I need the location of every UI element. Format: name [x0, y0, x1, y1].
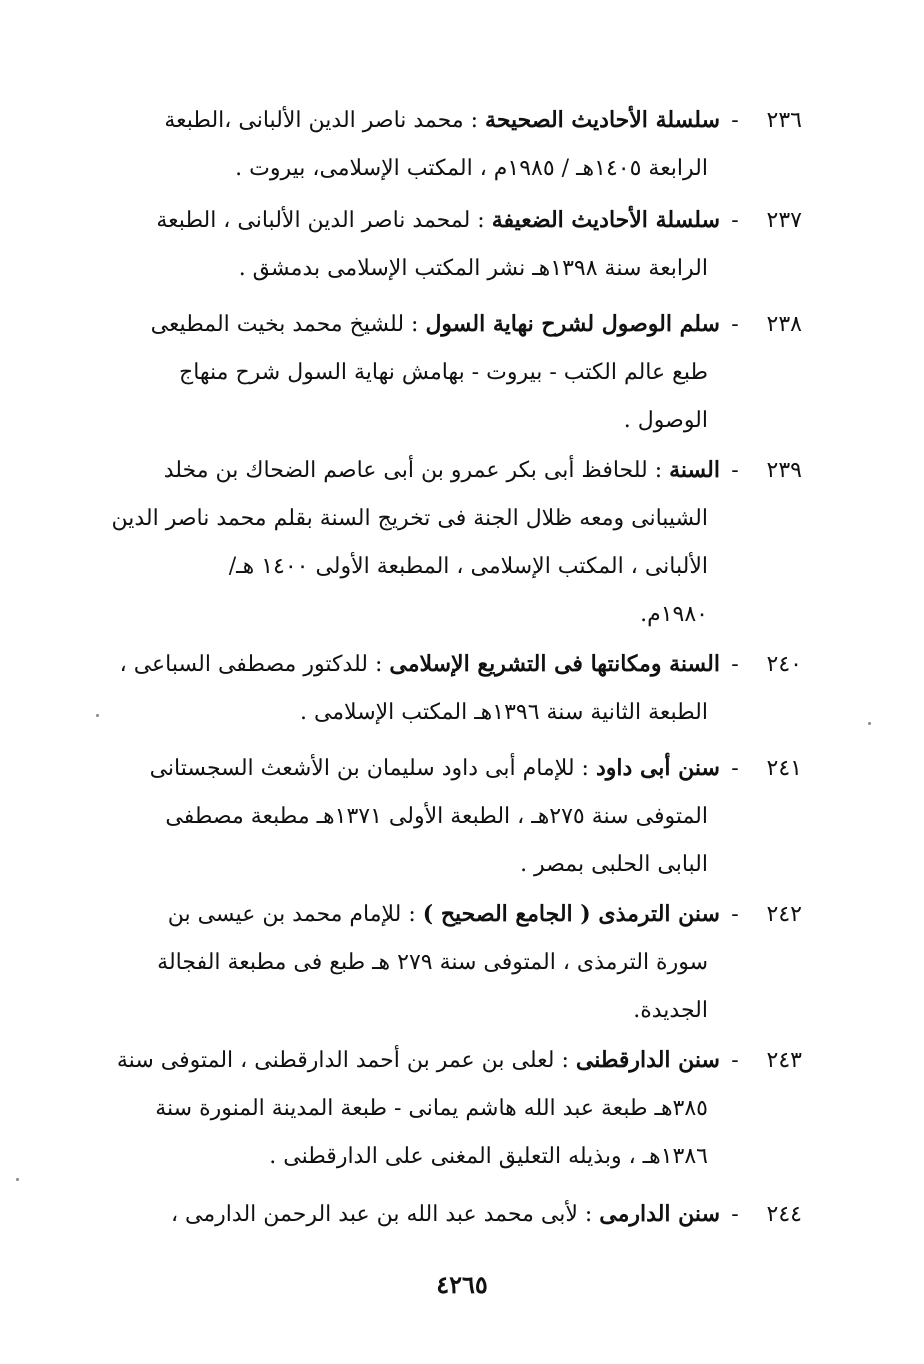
entry-number: ٢٤١	[766, 756, 802, 781]
scan-speck	[96, 714, 99, 717]
entry-first-line	[94, 1190, 802, 1239]
entry-continuation-line: الألبانى ، المكتب الإسلامى ، المطبعة الأولى ١٤٠٠ هـ/	[228, 554, 708, 579]
entry-number: ٢٤٤	[766, 1202, 802, 1227]
entry-first-line	[94, 96, 802, 145]
entry-dash: -	[731, 312, 739, 337]
entry-number: ٢٣٧	[766, 208, 802, 233]
scan-speck	[16, 1178, 19, 1181]
entry-title: سلسلة الأحاديث الضعيفة	[491, 207, 720, 233]
bibliography-entry-240	[94, 640, 802, 737]
entry-text: : للدكتور مصطفى السباعى ،	[119, 652, 390, 677]
entry-title: سلسلة الأحاديث الصحيحة	[485, 107, 720, 133]
entry-dash: -	[731, 652, 739, 677]
entry-first-line	[94, 890, 802, 939]
entry-title: السنة ومكانتها فى التشريع الإسلامى	[389, 651, 720, 677]
bibliography-entry-237	[94, 196, 802, 293]
entry-continuation-line: الشيبانى ومعه ظلال الجنة فى تخريج السنة بقلم محمد ناصر الدين	[111, 506, 708, 531]
entry-dash: -	[731, 1202, 739, 1227]
entry-title: سلم الوصول لشرح نهاية السول	[425, 311, 720, 337]
entry-number: ٢٤٠	[766, 652, 802, 677]
bibliography-entry-243	[94, 1036, 802, 1181]
entry-text: : محمد ناصر الدين الألبانى ،الطبعة	[164, 108, 486, 133]
entry-dash: -	[731, 108, 739, 133]
entry-title: السنة	[669, 457, 720, 483]
entry-dash: -	[731, 902, 739, 927]
entry-text: : لأبى محمد عبد الله بن عبد الرحمن الدارمى ،	[170, 1202, 600, 1227]
entry-dash: -	[731, 1048, 739, 1073]
entry-dash: -	[731, 756, 739, 781]
bibliography-entry-236	[94, 96, 802, 193]
bibliography-entry-244	[94, 1190, 802, 1239]
entry-continuation-line: سورة الترمذى ، المتوفى سنة ٢٧٩ هـ طبع فى مطبعة الفجالة	[157, 950, 708, 975]
entry-dash: -	[731, 208, 739, 233]
entry-first-line	[94, 744, 802, 793]
entry-continuation-line: ١٣٨٦هـ ، وبذيله التعليق المغنى على الدارقطنى .	[269, 1144, 708, 1169]
entry-text: : لمحمد ناصر الدين الألبانى ، الطبعة	[156, 208, 492, 233]
entry-dash: -	[731, 458, 739, 483]
entry-text: : للإمام محمد بن عيسى بن	[167, 902, 423, 927]
entry-continuation-line: الرابعة ١٤٠٥هـ / ١٩٨٥م ، المكتب الإسلامى، بيروت .	[235, 156, 708, 181]
entry-number: ٢٣٦	[766, 108, 802, 133]
entry-number: ٢٣٨	[766, 312, 802, 337]
entry-number: ٢٤٢	[766, 902, 802, 927]
bibliography-entry-239	[94, 446, 802, 639]
entry-number: ٢٣٩	[766, 458, 802, 483]
entry-title: سنن أبى داود	[595, 755, 720, 781]
entry-number: ٢٤٣	[766, 1048, 802, 1073]
entry-text: : للإمام أبى داود سليمان بن الأشعث السجستانى	[149, 756, 596, 781]
scan-speck	[868, 722, 871, 725]
entry-text: : للحافظ أبى بكر عمرو بن أبى عاصم الضحاك بن مخلد	[163, 458, 670, 483]
entry-first-line	[94, 1036, 802, 1085]
entry-continuation-line: ٣٨٥هـ طبعة عبد الله هاشم يمانى - طبعة المدينة المنورة سنة	[155, 1096, 708, 1121]
entry-title: سنن الترمذى ( الجامع الصحيح )	[422, 901, 720, 927]
bibliography-entry-242	[94, 890, 802, 1035]
bibliography-entry-241	[94, 744, 802, 889]
entry-first-line	[94, 640, 802, 689]
entry-first-line	[94, 300, 802, 349]
entry-first-line	[94, 196, 802, 245]
entry-continuation-line: البابى الحلبى بمصر .	[520, 852, 708, 877]
entry-continuation-line: المتوفى سنة ٢٧٥هـ ، الطبعة الأولى ١٣٧١هـ مطبعة مصطفى	[165, 804, 708, 829]
bibliography-entry-238	[94, 300, 802, 445]
entry-continuation-line: الوصول .	[623, 408, 708, 433]
page-number: ٤٢٦٥	[436, 1270, 488, 1299]
entry-text: : لعلى بن عمر بن أحمد الدارقطنى ، المتوفى سنة	[116, 1048, 576, 1073]
entry-first-line	[94, 446, 802, 495]
entry-continuation-line: الجديدة.	[633, 998, 708, 1023]
entry-continuation-line: الطبعة الثانية سنة ١٣٩٦هـ المكتب الإسلامى .	[299, 700, 708, 725]
entry-title: سنن الدارمى	[599, 1201, 720, 1227]
entry-text: : للشيخ محمد بخيت المطيعى	[150, 312, 426, 337]
entry-continuation-line: ١٩٨٠م.	[640, 602, 708, 627]
entry-title: سنن الدارقطنى	[575, 1047, 720, 1073]
entry-continuation-line: طبع عالم الكتب - بيروت - بهامش نهاية السول شرح منهاج	[179, 360, 708, 385]
entry-continuation-line: الرابعة سنة ١٣٩٨هـ نشر المكتب الإسلامى بدمشق .	[238, 256, 708, 281]
